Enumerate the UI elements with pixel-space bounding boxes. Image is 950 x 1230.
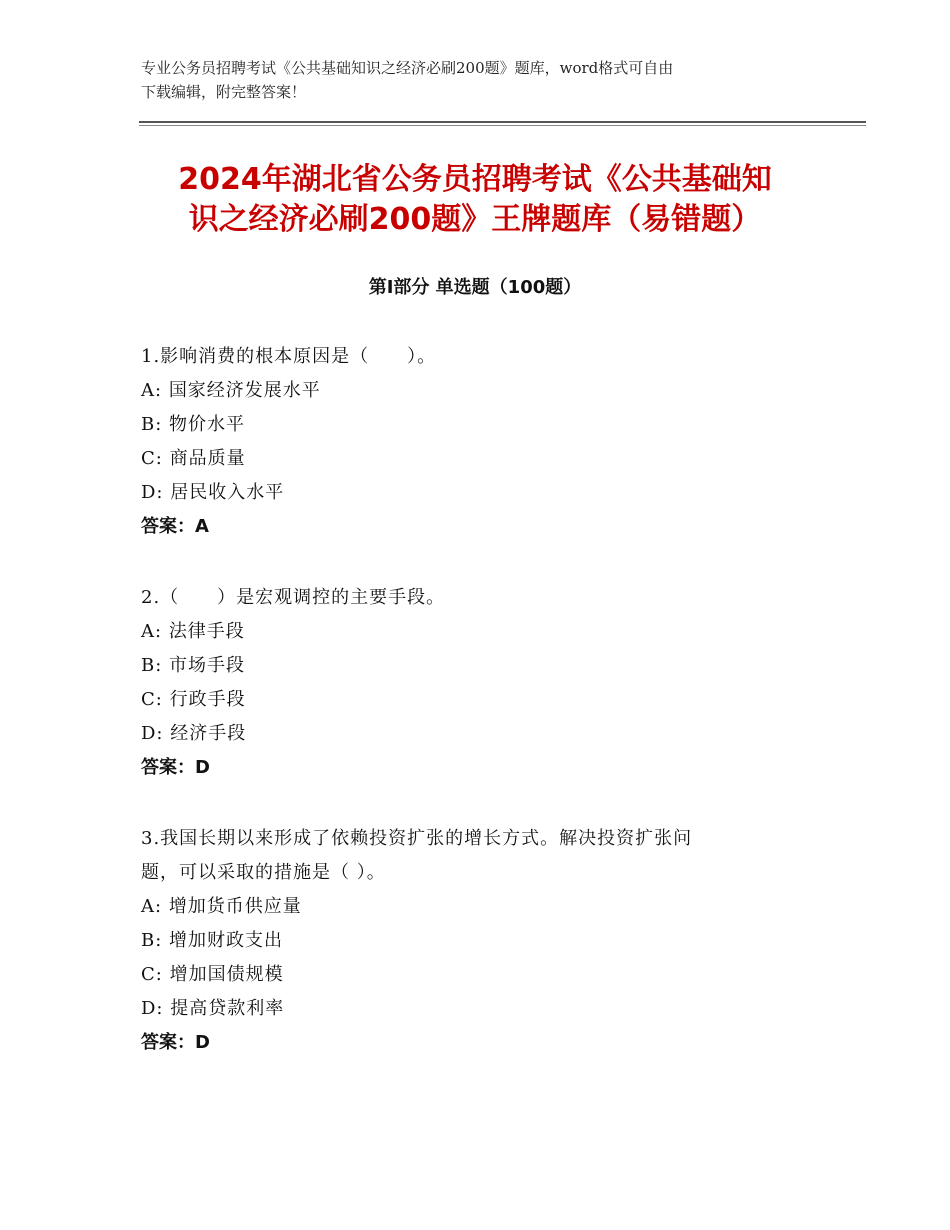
answer-line: 答案：D: [141, 757, 210, 778]
option-text: 经济手段: [170, 723, 247, 744]
document-title-line: 2024年湖北省公务员招聘考试《公共基础知: [178, 162, 772, 197]
option-c: [141, 442, 801, 476]
option-key: D:: [141, 482, 164, 503]
option-key: C:: [141, 689, 163, 710]
section-title: 第Ⅰ部分 单选题（100题）: [368, 277, 582, 298]
question-item: [141, 822, 801, 1060]
document-title-line: 识之经济必刷200题》王牌题库（易错题）: [188, 202, 762, 237]
option-key: B:: [141, 655, 163, 676]
question-list: [141, 340, 801, 1097]
option-b: [141, 924, 801, 958]
option-text: 物价水平: [169, 414, 246, 435]
option-d: [141, 476, 801, 510]
option-key: D:: [141, 723, 164, 744]
option-d: [141, 717, 801, 751]
option-text: 增加国债规模: [169, 964, 284, 985]
answer-line: 答案：A: [141, 516, 209, 537]
option-b: [141, 649, 801, 683]
header-divider-thin: [139, 125, 866, 126]
option-key: A:: [141, 896, 163, 917]
option-text: 行政手段: [169, 689, 246, 710]
option-text: 增加货币供应量: [168, 896, 302, 917]
option-text: 法律手段: [168, 621, 245, 642]
question-stem: 1.影响消费的根本原因是（ ）。: [141, 346, 437, 367]
question-stem: 2.（ ）是宏观调控的主要手段。: [141, 587, 446, 608]
answer-line: 答案：D: [141, 1032, 210, 1053]
question-stem: 3.我国长期以来形成了依赖投资扩张的增长方式。解决投资扩张问 题，可以采取的措施是（ ）。: [141, 828, 693, 883]
document-title: [120, 160, 830, 240]
option-key: C:: [141, 448, 163, 469]
option-key: A:: [141, 621, 163, 642]
option-text: 增加财政支出: [169, 930, 284, 951]
question-item: [141, 340, 801, 544]
option-key: B:: [141, 414, 163, 435]
option-a: [141, 890, 801, 924]
option-text: 国家经济发展水平: [168, 380, 321, 401]
option-text: 居民收入水平: [170, 482, 285, 503]
option-key: A:: [141, 380, 163, 401]
option-b: [141, 408, 801, 442]
option-c: [141, 683, 801, 717]
option-text: 市场手段: [169, 655, 246, 676]
option-key: C:: [141, 964, 163, 985]
option-a: [141, 374, 801, 408]
header-note: 专业公务员招聘考试《公共基础知识之经济必刷200题》题库，word格式可自由 下载编辑，附完整答案！: [141, 59, 674, 101]
option-a: [141, 615, 801, 649]
option-text: 提高贷款利率: [170, 998, 285, 1019]
header-divider-thick: [139, 121, 866, 123]
option-key: B:: [141, 930, 163, 951]
option-d: [141, 992, 801, 1026]
question-item: [141, 581, 801, 785]
option-c: [141, 958, 801, 992]
option-key: D:: [141, 998, 164, 1019]
option-text: 商品质量: [169, 448, 246, 469]
